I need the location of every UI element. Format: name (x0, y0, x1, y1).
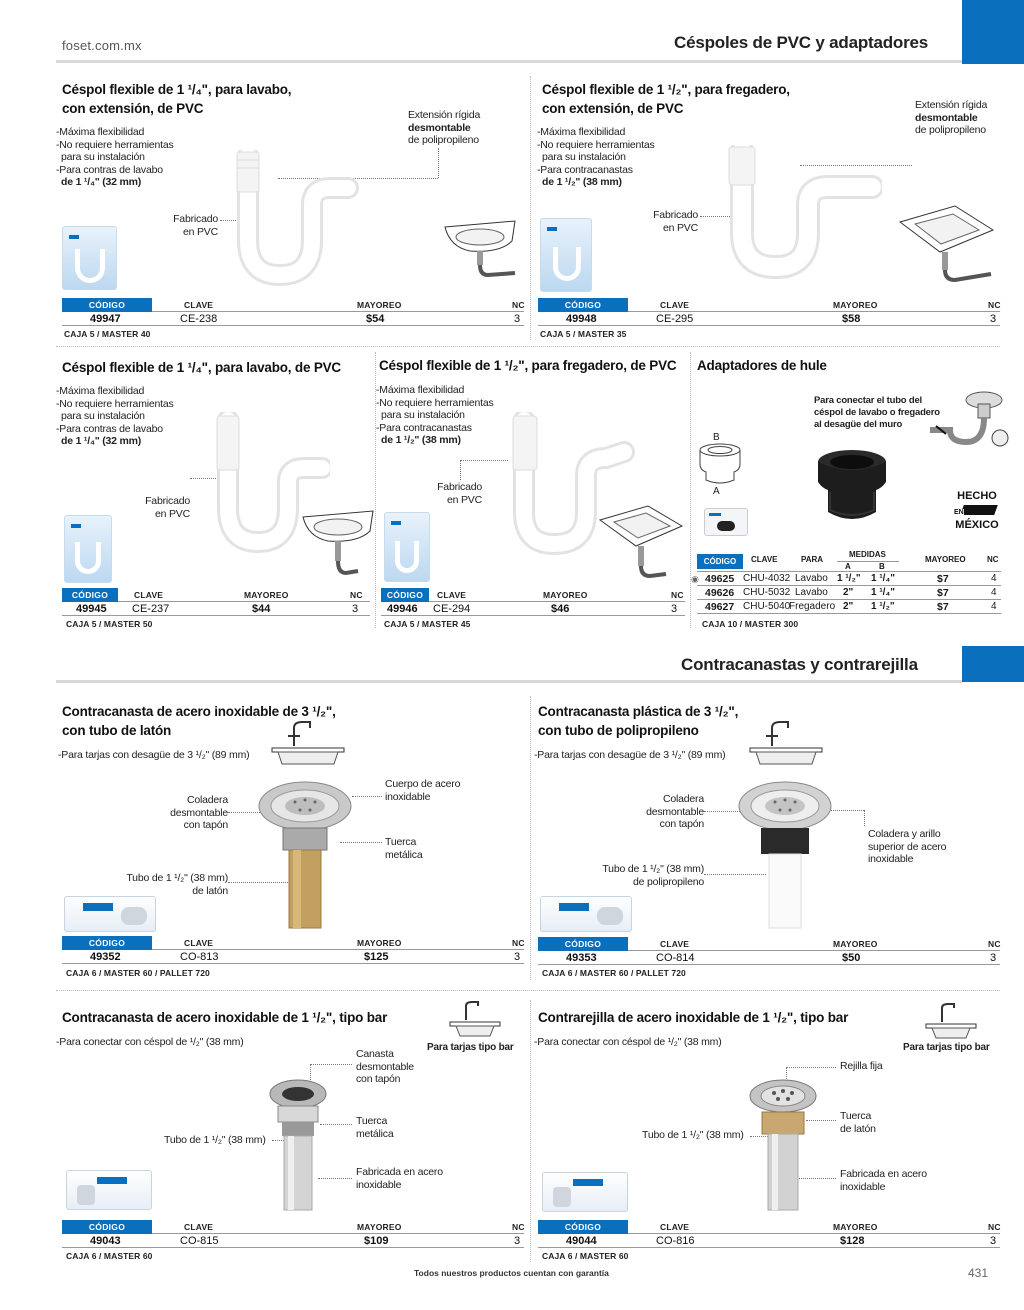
extension-label: Extensión rígida desmontable de polipropileno (408, 109, 481, 146)
price: $7 (937, 573, 949, 585)
header-clave: CLAVE (184, 1222, 214, 1232)
medida-b: 1 ¹/₄" (871, 573, 895, 584)
header-mayoreo: MAYOREO (357, 1222, 402, 1232)
column-divider (530, 76, 531, 340)
clave: CO-813 (180, 951, 219, 963)
sink-icon (748, 720, 824, 768)
header-mayoreo: MAYOREO (357, 300, 402, 310)
nut-label: Tuerca metálica (385, 836, 423, 861)
table-row (62, 602, 370, 616)
clave: CHU-5032 (743, 587, 791, 598)
price-table (62, 298, 524, 326)
table-row (697, 600, 1001, 614)
medida-a: 2" (843, 587, 854, 598)
package-image (540, 896, 632, 932)
callout-line (864, 810, 865, 826)
pack-info: CAJA 5 / MASTER 35 (540, 329, 627, 339)
pack-info: CAJA 6 / MASTER 60 (542, 1251, 629, 1261)
basket-label: Canasta desmontable con tapón (356, 1048, 414, 1085)
header-codigo: CÓDIGO (62, 1220, 152, 1234)
section-title: Contracanastas y contrarejilla (681, 655, 918, 674)
column-divider (530, 1000, 531, 1262)
section-rule (56, 680, 962, 683)
callout-line (352, 796, 382, 797)
table-row (538, 1234, 1000, 1248)
medida-b: 1 ¹/₄" (871, 587, 895, 598)
bar-sink-icon (924, 1002, 978, 1040)
section-accent-bar (962, 646, 1024, 682)
header-nc: NC (988, 939, 1001, 949)
nc: 3 (514, 313, 521, 325)
table-row (538, 951, 1000, 965)
package-image (64, 896, 156, 932)
header-a: A (845, 562, 851, 571)
header-clave: CLAVE (134, 590, 164, 600)
pack-info: CAJA 5 / MASTER 45 (384, 619, 471, 629)
dimension-a-label: A (713, 486, 720, 497)
codigo: 49353 (566, 952, 597, 964)
body-label: Cuerpo de acero inoxidable (385, 778, 461, 803)
pack-info: CAJA 6 / MASTER 60 / PALLET 720 (542, 968, 686, 978)
clave: CE-295 (656, 313, 694, 325)
header-mayoreo: MAYOREO (357, 938, 402, 948)
header-clave: CLAVE (660, 939, 690, 949)
product-title: Contracanasta plástica de 3 ¹/₂", con tubo de polipropileno (538, 704, 739, 738)
column-divider (530, 696, 531, 980)
callout-line (438, 148, 439, 178)
product-title: Céspol flexible de 1 ¹/₂", para fregadero, con extensión, de PVC (542, 82, 790, 116)
medida-b: 1 ¹/₂" (871, 601, 895, 612)
header-codigo: CÓDIGO (538, 937, 628, 951)
sink-icon (596, 500, 686, 585)
header-clave: CLAVE (660, 300, 690, 310)
product-title: Contrarejilla de acero inoxidable de 1 ¹/₂", tipo bar (538, 1010, 849, 1025)
table-row (381, 602, 685, 616)
table-row (62, 1234, 524, 1248)
row-divider (56, 346, 1000, 347)
clave: CO-814 (656, 952, 695, 964)
feature-list: -Máxima flexibilidad -No requiere herramientas para su instalación -Para contras de lavabo de 1 ¹/₄" (32 mm) (56, 126, 174, 188)
callout-line (310, 1064, 352, 1065)
feature-list: -Para conectar con céspol de ¹/₂" (38 mm) (534, 1036, 722, 1048)
header-codigo: CÓDIGO (62, 298, 152, 312)
sink-icon (440, 215, 520, 285)
product-title: Céspol flexible de 1 ¹/₄", para lavabo, de PVC (62, 360, 341, 375)
coladera-label: Coladera desmontable con tapón (646, 793, 704, 830)
price: $109 (364, 1235, 389, 1247)
material-label: Fabricado en PVC (653, 209, 698, 234)
price: $7 (937, 587, 949, 599)
bar-strainer-illustration (268, 1078, 328, 1213)
header-nc: NC (671, 590, 684, 600)
package-image (540, 218, 592, 292)
tube-label: Tubo de 1 ¹/₂" (38 mm) de polipropileno (602, 863, 704, 888)
header-nc: NC (512, 1222, 525, 1232)
header-codigo: CÓDIGO (381, 588, 429, 602)
strainer-illustration (735, 780, 835, 930)
nc: 3 (352, 603, 359, 615)
product-title: Contracanasta de acero inoxidable de 3 ¹/₂", con tubo de latón (62, 704, 336, 738)
eye-icon[interactable]: ◉ (691, 574, 699, 584)
header-mayoreo: MAYOREO (833, 1222, 878, 1232)
header-clave: CLAVE (751, 555, 778, 564)
product-title: Céspol flexible de 1 ¹/₂", para fregadero, de PVC (379, 358, 677, 373)
codigo: 49044 (566, 1235, 597, 1247)
header-mayoreo: MAYOREO (543, 590, 588, 600)
codigo: 49627 (705, 601, 735, 613)
header-medidas: MEDIDAS (849, 550, 886, 559)
tube-label: Tubo de 1 ¹/₂" (38 mm) (164, 1134, 266, 1146)
package-image (704, 508, 748, 536)
feature-list: -Para tarjas con desagüe de 3 ¹/₂" (89 mm) (58, 749, 250, 761)
product-title: Adaptadores de hule (697, 358, 827, 373)
tube-label: Tubo de 1 ¹/₂" (38 mm) de latón (126, 872, 228, 897)
row-divider (56, 990, 1000, 991)
table-row (62, 950, 524, 964)
codigo: 49352 (90, 951, 121, 963)
header-codigo: CÓDIGO (538, 1220, 628, 1234)
site-url[interactable]: foset.com.mx (62, 38, 142, 53)
price-table (538, 1220, 1000, 1248)
made-in-mexico-badge: HECHO EN MÉXICO (954, 490, 999, 531)
price-table (538, 298, 1000, 326)
header-clave: CLAVE (184, 938, 214, 948)
header-rule (56, 60, 962, 63)
feature-list: -Máxima flexibilidad -No requiere herramientas para su instalación -Para contracanastas de 1 ¹/₂" (38 mm) (376, 384, 494, 446)
nut-label: Tuerca de latón (840, 1110, 876, 1135)
material-label: Fabricado en PVC (173, 213, 218, 238)
header-clave: CLAVE (660, 1222, 690, 1232)
callout-line (460, 460, 461, 480)
header-mayoreo: MAYOREO (925, 555, 966, 564)
package-image (542, 1172, 628, 1212)
table-row (62, 312, 524, 326)
clave: CE-238 (180, 313, 218, 325)
column-divider (690, 352, 691, 628)
feature-list: -Para tarjas con desagüe de 3 ¹/₂" (89 mm) (534, 749, 726, 761)
header-nc: NC (988, 1222, 1001, 1232)
feature-list: -Máxima flexibilidad -No requiere herramientas para su instalación -Para contracanastas de 1 ¹/₂" (38 mm) (537, 126, 655, 188)
header-codigo: CÓDIGO (538, 298, 628, 312)
trap-illustration (220, 150, 360, 290)
price: $125 (364, 951, 389, 963)
codigo: 49948 (566, 313, 597, 325)
header-mayoreo: MAYOREO (244, 590, 289, 600)
clave: CHU-5040 (743, 601, 791, 612)
para: Lavabo (795, 573, 828, 584)
price: $46 (551, 603, 570, 615)
header-b: B (879, 562, 885, 571)
adapter-table (691, 550, 1001, 614)
clave: CHU-4032 (743, 573, 791, 584)
clave: CO-816 (656, 1235, 695, 1247)
nc: 3 (990, 952, 997, 964)
package-image (66, 1170, 152, 1210)
material-label: Fabricada en acero inoxidable (840, 1168, 927, 1193)
table-row (538, 312, 1000, 326)
install-illustration (926, 386, 1010, 458)
table-row (691, 572, 1001, 586)
nc: 3 (990, 1235, 997, 1247)
nc: 4 (991, 587, 997, 598)
pack-info: CAJA 6 / MASTER 60 / PALLET 720 (66, 968, 210, 978)
price-table (62, 936, 524, 964)
page-number: 431 (968, 1266, 989, 1280)
bar-sink-label: Para tarjas tipo bar (427, 1042, 514, 1053)
header-nc: NC (988, 300, 1001, 310)
header-codigo: CÓDIGO (62, 588, 118, 602)
material-label: Fabricado en PVC (145, 495, 190, 520)
pack-info: CAJA 5 / MASTER 50 (66, 619, 153, 629)
codigo: 49043 (90, 1235, 121, 1247)
dimension-b-label: B (713, 432, 720, 443)
nut-label: Tuerca metálica (356, 1115, 394, 1140)
codigo: 49625 (705, 573, 735, 585)
nc: 4 (991, 601, 997, 612)
adapter-diagram (696, 442, 744, 486)
grate-illustration (748, 1078, 818, 1212)
ring-label: Coladera y arillo superior de acero inoxidable (868, 828, 947, 865)
product-title: Contracanasta de acero inoxidable de 1 ¹/₂", tipo bar (62, 1010, 388, 1025)
codigo: 49946 (387, 603, 418, 615)
codigo: 49945 (76, 603, 107, 615)
grate-label: Rejilla fija (840, 1060, 883, 1072)
material-label: Fabricado en PVC (437, 481, 482, 506)
clave: CE-294 (433, 603, 471, 615)
para: Fregadero (789, 601, 836, 612)
header-mayoreo: MAYOREO (833, 300, 878, 310)
nc: 3 (990, 313, 997, 325)
header-nc: NC (350, 590, 363, 600)
header-accent-bar (962, 0, 1024, 64)
price: $54 (366, 313, 385, 325)
coladera-label: Coladera desmontable con tapón (170, 794, 228, 831)
price-table (381, 588, 685, 616)
trap-illustration (712, 145, 882, 280)
pack-info: CAJA 10 / MASTER 300 (702, 619, 799, 629)
nc: 3 (671, 603, 678, 615)
package-image (384, 512, 430, 582)
price: $50 (842, 952, 861, 964)
sink-icon (298, 505, 378, 583)
price-table (62, 1220, 524, 1248)
medida-a: 2" (843, 601, 854, 612)
package-image (62, 226, 117, 290)
price: $7 (937, 601, 949, 613)
callout-line (786, 1067, 836, 1068)
page-title: Céspoles de PVC y adaptadores (674, 33, 929, 52)
price: $128 (840, 1235, 865, 1247)
bar-sink-label: Para tarjas tipo bar (903, 1042, 990, 1053)
header-clave: CLAVE (437, 590, 467, 600)
product-title: Céspol flexible de 1 ¹/₄", para lavabo, con extensión, de PVC (62, 82, 292, 116)
clave: CE-237 (132, 603, 170, 615)
extension-label: Extensión rígida desmontable de polipropileno (915, 99, 988, 136)
header-codigo: CÓDIGO (697, 554, 743, 569)
footer-note: Todos nuestros productos cuentan con garantía (414, 1268, 609, 1278)
package-image (64, 515, 112, 583)
header-clave: CLAVE (184, 300, 214, 310)
sink-icon (895, 200, 995, 290)
sink-icon (270, 720, 346, 768)
table-row (697, 586, 1001, 600)
bar-sink-icon (448, 1000, 502, 1038)
codigo: 49626 (705, 587, 735, 599)
price-table (538, 937, 1000, 965)
price: $44 (252, 603, 271, 615)
adapter-photo (812, 448, 892, 528)
pack-info: CAJA 5 / MASTER 40 (64, 329, 151, 339)
pack-info: CAJA 6 / MASTER 60 (66, 1251, 153, 1261)
medida-a: 1 ¹/₂" (837, 573, 861, 584)
feature-list: -Para conectar con céspol de ¹/₂" (38 mm) (56, 1036, 244, 1048)
para: Lavabo (795, 587, 828, 598)
clave: CO-815 (180, 1235, 219, 1247)
nc: 3 (514, 1235, 521, 1247)
price: $58 (842, 313, 861, 325)
header-para: PARA (801, 555, 824, 564)
header-nc: NC (512, 300, 525, 310)
price-table (62, 588, 370, 616)
description: Para conectar el tubo del céspol de lavabo o fregadero al desagüe del muro (814, 395, 940, 430)
tube-label: Tubo de 1 ¹/₂" (38 mm) (642, 1129, 744, 1141)
strainer-illustration (255, 780, 355, 930)
nc: 4 (991, 573, 997, 584)
codigo: 49947 (90, 313, 121, 325)
nc: 3 (514, 951, 521, 963)
header-codigo: CÓDIGO (62, 936, 152, 950)
header-mayoreo: MAYOREO (833, 939, 878, 949)
material-label: Fabricada en acero inoxidable (356, 1166, 443, 1191)
header-nc: NC (987, 555, 999, 564)
header-nc: NC (512, 938, 525, 948)
feature-list: -Máxima flexibilidad -No requiere herramientas para su instalación -Para contras de lavabo de 1 ¹/₄" (32 mm) (56, 385, 174, 447)
